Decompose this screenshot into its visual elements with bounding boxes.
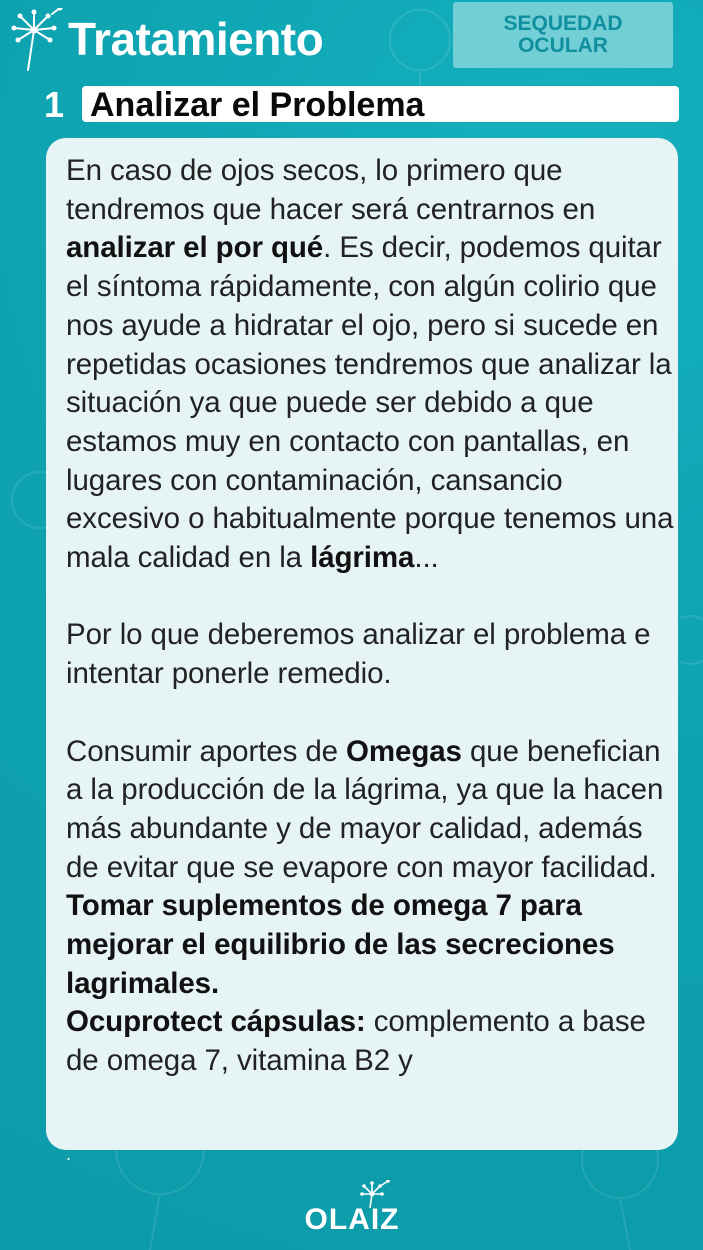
footnote-mark: .: [66, 1144, 72, 1164]
bold-span: Ocuprotect cápsulas:: [66, 1005, 366, 1039]
bold-span: Omegas: [346, 734, 462, 768]
brand-logo: [302, 1180, 402, 1236]
step-number: 1: [44, 84, 65, 125]
step-title: Analizar el Problema: [90, 86, 425, 124]
bold-span: Tomar suplementos de omega 7 para mejorar el equilibrio de las secreciones lagrimales.: [66, 889, 615, 1000]
text-span: Consumir aportes de: [66, 734, 347, 768]
paragraph-remedy: Por lo que deberemos analizar el problema e intentar ponerle remedio.: [66, 618, 651, 691]
text-span: que benefician a la producción de la lágrima, ya que la hacen más abundante y de mayor calidad, además de evitar que se evapore con mayor facilidad.: [66, 734, 664, 884]
dandelion-icon: [8, 8, 64, 72]
text-span: En caso de ojos secos, lo primero que tendremos que hacer será centrarnos en: [66, 154, 596, 226]
category-badge: SEQUEDAD OCULAR: [453, 2, 673, 68]
paragraph-gap: [66, 694, 678, 733]
text-span: . Es decir, podemos quitar el síntoma rápidamente, con algún colirio que nos ayude a hidratar el ojo, pero si sucede en repetidas ocasiones tendremos que analizar la situación ya que puede ser debido a que estamos muy en contacto con pantallas, en lugares con contaminación, cansancio excesivo o habitualmente porque tenemos una mala calidad en la: [66, 231, 674, 575]
content-card: [46, 138, 678, 1150]
paragraph-gap: [66, 578, 678, 617]
bold-span: analizar el por qué: [66, 231, 324, 265]
page-title: Tratamiento: [68, 13, 324, 65]
brand-name: OLAIZ: [304, 1203, 400, 1236]
paragraph-cause: [66, 152, 678, 578]
paragraph-omegas: [66, 733, 678, 1081]
content-text: [66, 152, 678, 1081]
bold-span: lágrima: [310, 541, 415, 575]
text-span: ...: [414, 541, 439, 575]
text-span: complemento a base de omega 7, vitamina B2 y: [66, 1005, 646, 1078]
